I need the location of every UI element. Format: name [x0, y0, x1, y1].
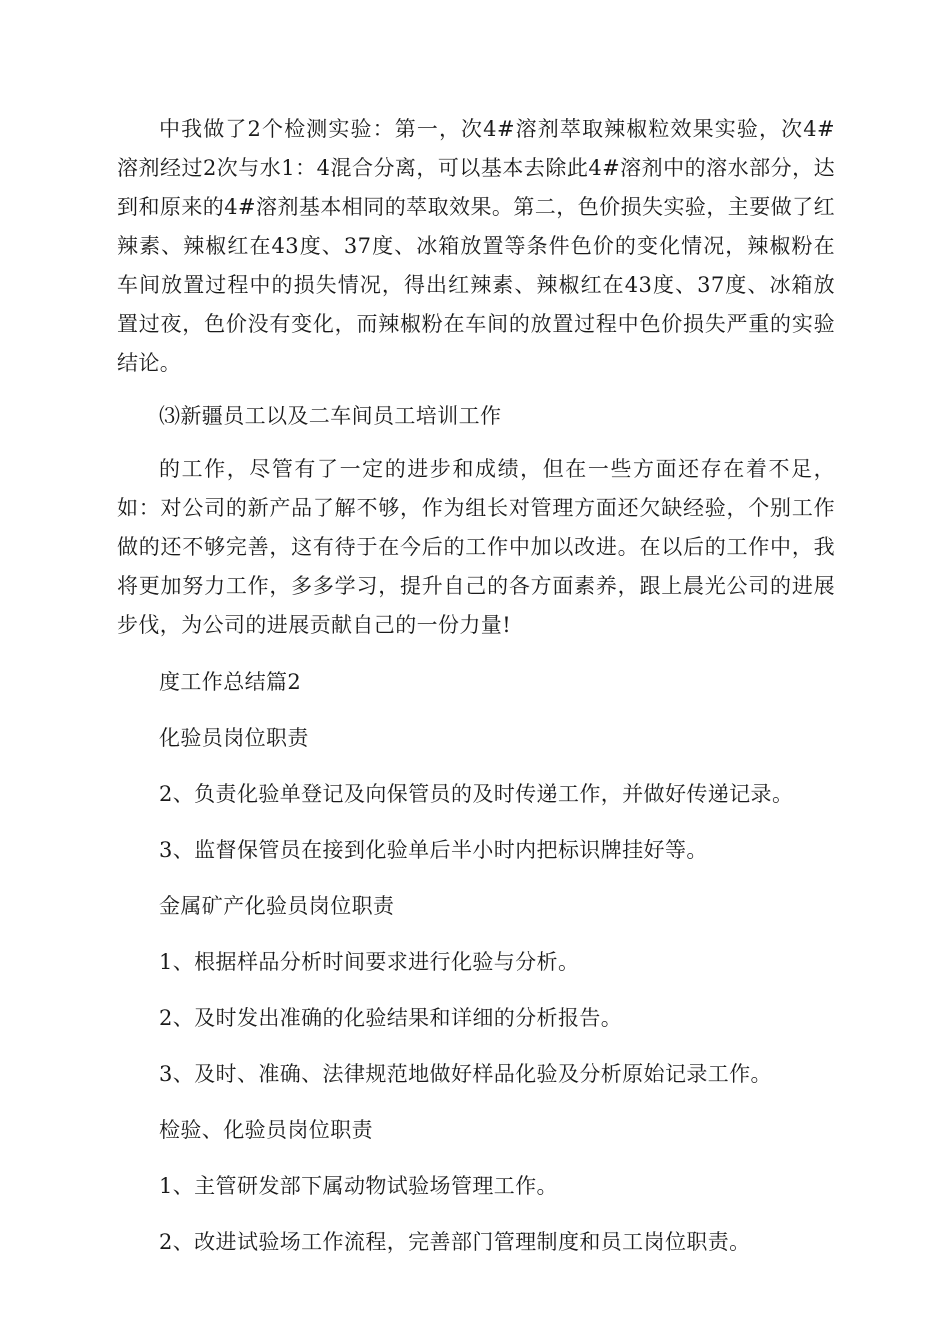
list-item: 2、改进试验场工作流程，完善部门管理制度和员工岗位职责。	[159, 1230, 751, 1254]
list-item: 3、监督保管员在接到化验单后半小时内把标识牌挂好等。	[159, 838, 708, 862]
list-item: 1、根据样品分析时间要求进行化验与分析。	[159, 950, 580, 974]
list-item: 2、及时发出准确的化验结果和详细的分析报告。	[159, 1006, 623, 1030]
heading-metal-mineral-lab-duties: 金属矿产化验员岗位职责	[159, 894, 395, 918]
section-title: 度工作总结篇2	[159, 670, 302, 694]
list-item: 3、及时、准确、法律规范地做好样品化验及分析原始记录工作。	[159, 1062, 772, 1086]
item-3-heading: ⑶新疆员工以及二车间员工培训工作	[159, 404, 502, 428]
list-item: 1、主管研发部下属动物试验场管理工作。	[159, 1174, 558, 1198]
heading-inspection-lab-duties: 检验、化验员岗位职责	[159, 1118, 373, 1142]
list-item: 2、负责化验单登记及向保管员的及时传递工作，并做好传递记录。	[159, 782, 794, 806]
document-page	[117, 110, 835, 1262]
heading-lab-technician-duties: 化验员岗位职责	[159, 726, 309, 750]
paragraph-summary: 的工作，尽管有了一定的进步和成绩，但在一些方面还存在着不足，如：对公司的新产品了解不够，作为组长对管理方面还欠缺经验，个别工作做的还不够完善，这有待于在今后的工作中加以改进。在以后的工作中，我将更加努力工作，多多学习，提升自己的各方面素养，跟上晨光公司的进展步伐，为公司的进展贡献自己的一份力量!	[117, 457, 835, 637]
paragraph-experiments: 中我做了2个检测实验：第一，次4#溶剂萃取辣椒粒效果实验，次4#溶剂经过2次与水1：4混合分离，可以基本去除此4#溶剂中的溶水部分，达到和原来的4#溶剂基本相同的萃取效果。第二，色价损失实验，主要做了红辣素、辣椒红在43度、37度、冰箱放置等条件色价的变化情况，辣椒粉在车间放置过程中的损失情况，得出红辣素、辣椒红在43度、37度、冰箱放置过夜，色价没有变化，而辣椒粉在车间的放置过程中色价损失严重的实验结论。	[117, 117, 835, 375]
